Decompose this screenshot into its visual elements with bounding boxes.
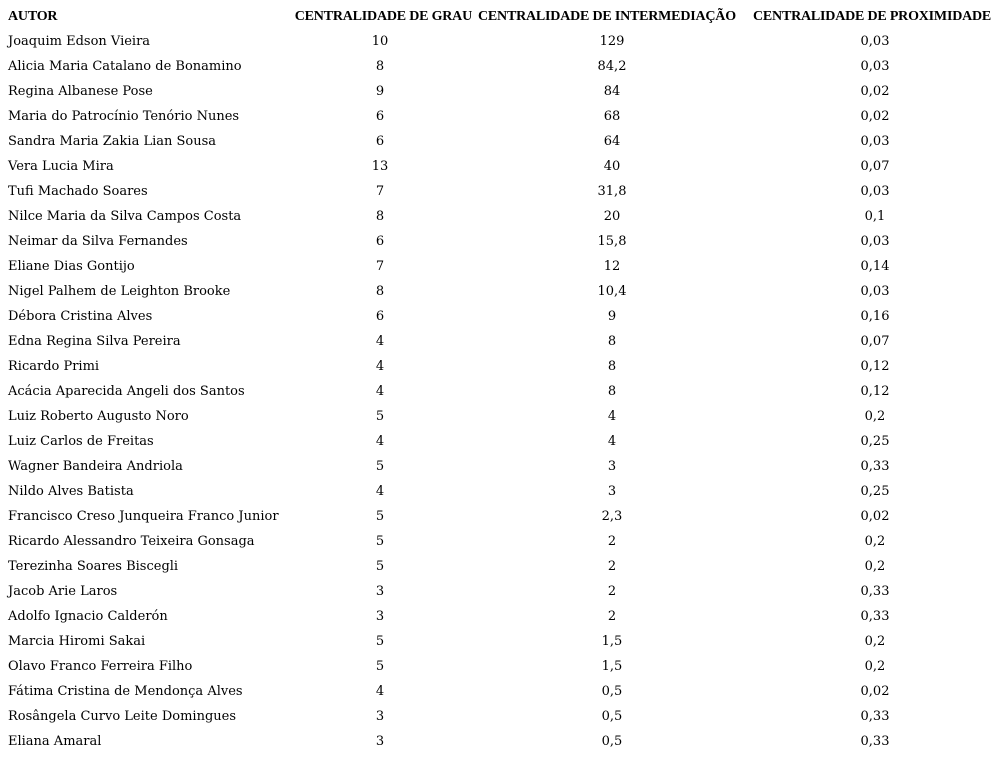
cell-autor: Vera Lucia Mira xyxy=(8,159,114,174)
cell-autor: Luiz Roberto Augusto Noro xyxy=(8,409,189,424)
cell-proximidade: 0,03 xyxy=(860,59,890,74)
header-row xyxy=(0,4,1006,29)
table-row xyxy=(0,529,1006,554)
header-centralidade-grau: CENTRALIDADE DE GRAU xyxy=(294,8,472,24)
cell-autor: Adolfo Ignacio Calderón xyxy=(8,609,168,624)
cell-intermediacao: 0,5 xyxy=(601,684,623,699)
cell-intermediacao: 4 xyxy=(607,409,617,424)
cell-grau: 5 xyxy=(375,559,385,574)
cell-autor: Joaquim Edson Vieira xyxy=(8,34,151,49)
cell-grau: 8 xyxy=(375,284,385,299)
cell-autor: Jacob Arie Laros xyxy=(8,584,118,599)
cell-intermediacao: 10,4 xyxy=(597,284,627,299)
cell-intermediacao: 40 xyxy=(603,159,621,174)
cell-proximidade: 0,33 xyxy=(860,734,890,749)
cell-grau: 8 xyxy=(375,209,385,224)
cell-proximidade: 0,02 xyxy=(860,684,890,699)
cell-proximidade: 0,16 xyxy=(860,309,890,324)
cell-intermediacao: 84 xyxy=(603,84,621,99)
cell-autor: Wagner Bandeira Andriola xyxy=(8,459,183,474)
cell-intermediacao: 68 xyxy=(603,109,621,124)
table-row xyxy=(0,304,1006,329)
cell-proximidade: 0,2 xyxy=(864,559,886,574)
cell-proximidade: 0,33 xyxy=(860,609,890,624)
cell-proximidade: 0,33 xyxy=(860,459,890,474)
cell-proximidade: 0,03 xyxy=(860,234,890,249)
table-row xyxy=(0,504,1006,529)
table-row xyxy=(0,554,1006,579)
cell-grau: 10 xyxy=(371,34,389,49)
table-row xyxy=(0,379,1006,404)
cell-autor: Terezinha Soares Biscegli xyxy=(8,559,179,574)
cell-intermediacao: 15,8 xyxy=(597,234,627,249)
cell-grau: 5 xyxy=(375,459,385,474)
cell-intermediacao: 12 xyxy=(603,259,621,274)
cell-proximidade: 0,25 xyxy=(860,484,890,499)
cell-proximidade: 0,33 xyxy=(860,584,890,599)
table-row xyxy=(0,429,1006,454)
cell-grau: 5 xyxy=(375,409,385,424)
cell-autor: Nigel Palhem de Leighton Brooke xyxy=(8,284,231,299)
cell-grau: 4 xyxy=(375,434,385,449)
table-row xyxy=(0,354,1006,379)
cell-autor: Neimar da Silva Fernandes xyxy=(8,234,188,249)
cell-intermediacao: 0,5 xyxy=(601,709,623,724)
cell-intermediacao: 3 xyxy=(607,484,617,499)
cell-autor: Sandra Maria Zakia Lian Sousa xyxy=(8,134,217,149)
cell-proximidade: 0,02 xyxy=(860,84,890,99)
cell-grau: 6 xyxy=(375,134,385,149)
table-row xyxy=(0,654,1006,679)
cell-intermediacao: 3 xyxy=(607,459,617,474)
table-row xyxy=(0,629,1006,654)
table-row xyxy=(0,154,1006,179)
cell-grau: 6 xyxy=(375,309,385,324)
cell-grau: 3 xyxy=(375,709,385,724)
cell-autor: Maria do Patrocínio Tenório Nunes xyxy=(8,109,240,124)
cell-proximidade: 0,03 xyxy=(860,134,890,149)
cell-grau: 3 xyxy=(375,734,385,749)
cell-intermediacao: 2 xyxy=(607,534,617,549)
table-row xyxy=(0,79,1006,104)
cell-autor: Olavo Franco Ferreira Filho xyxy=(8,659,193,674)
cell-intermediacao: 84,2 xyxy=(597,59,627,74)
cell-autor: Ricardo Alessandro Teixeira Gonsaga xyxy=(8,534,255,549)
table-row xyxy=(0,729,1006,754)
cell-grau: 7 xyxy=(375,259,385,274)
table-row xyxy=(0,54,1006,79)
cell-autor: Regina Albanese Pose xyxy=(8,84,153,99)
cell-intermediacao: 0,5 xyxy=(601,734,623,749)
cell-proximidade: 0,2 xyxy=(864,534,886,549)
cell-grau: 8 xyxy=(375,59,385,74)
cell-autor: Nildo Alves Batista xyxy=(8,484,134,499)
table-row xyxy=(0,404,1006,429)
table-row xyxy=(0,254,1006,279)
header-centralidade-proximidade: CENTRALIDADE DE PROXIMIDADE xyxy=(753,8,992,24)
cell-intermediacao: 31,8 xyxy=(597,184,627,199)
table-row xyxy=(0,704,1006,729)
cell-intermediacao: 64 xyxy=(603,134,621,149)
cell-proximidade: 0,02 xyxy=(860,509,890,524)
cell-intermediacao: 129 xyxy=(599,34,625,49)
cell-grau: 9 xyxy=(375,84,385,99)
cell-intermediacao: 20 xyxy=(603,209,621,224)
cell-grau: 5 xyxy=(375,534,385,549)
cell-autor: Luiz Carlos de Freitas xyxy=(8,434,154,449)
cell-autor: Rosângela Curvo Leite Domingues xyxy=(8,709,237,724)
table-row xyxy=(0,679,1006,704)
cell-intermediacao: 1,5 xyxy=(601,634,623,649)
cell-autor: Tufi Machado Soares xyxy=(8,184,148,199)
cell-proximidade: 0,1 xyxy=(864,209,886,224)
cell-grau: 4 xyxy=(375,359,385,374)
cell-proximidade: 0,07 xyxy=(860,159,890,174)
cell-grau: 13 xyxy=(371,159,389,174)
cell-proximidade: 0,12 xyxy=(860,384,890,399)
cell-grau: 4 xyxy=(375,484,385,499)
table-row xyxy=(0,454,1006,479)
cell-proximidade: 0,07 xyxy=(860,334,890,349)
cell-autor: Edna Regina Silva Pereira xyxy=(8,334,181,349)
cell-autor: Fátima Cristina de Mendonça Alves xyxy=(8,684,243,699)
table-row xyxy=(0,204,1006,229)
table-row xyxy=(0,129,1006,154)
author-centrality-table xyxy=(0,4,1006,754)
cell-autor: Marcia Hiromi Sakai xyxy=(8,634,146,649)
cell-grau: 4 xyxy=(375,384,385,399)
cell-intermediacao: 8 xyxy=(607,359,617,374)
header-centralidade-intermediacao: CENTRALIDADE DE INTERMEDIAÇÃO xyxy=(478,8,736,24)
cell-autor: Nilce Maria da Silva Campos Costa xyxy=(8,209,242,224)
cell-proximidade: 0,03 xyxy=(860,184,890,199)
cell-grau: 5 xyxy=(375,659,385,674)
cell-autor: Alicia Maria Catalano de Bonamino xyxy=(8,59,242,74)
cell-intermediacao: 9 xyxy=(607,309,617,324)
table-row xyxy=(0,579,1006,604)
cell-proximidade: 0,03 xyxy=(860,284,890,299)
cell-proximidade: 0,03 xyxy=(860,34,890,49)
table-row xyxy=(0,29,1006,54)
cell-proximidade: 0,2 xyxy=(864,659,886,674)
table-header xyxy=(0,4,1006,29)
cell-proximidade: 0,2 xyxy=(864,409,886,424)
table-row xyxy=(0,479,1006,504)
cell-autor: Francisco Creso Junqueira Franco Junior xyxy=(8,509,279,524)
cell-grau: 3 xyxy=(375,584,385,599)
cell-intermediacao: 2 xyxy=(607,609,617,624)
cell-grau: 5 xyxy=(375,509,385,524)
cell-grau: 6 xyxy=(375,109,385,124)
cell-intermediacao: 4 xyxy=(607,434,617,449)
cell-grau: 7 xyxy=(375,184,385,199)
table-body xyxy=(0,29,1006,754)
cell-autor: Débora Cristina Alves xyxy=(8,309,153,324)
table-row xyxy=(0,604,1006,629)
cell-autor: Ricardo Primi xyxy=(8,359,100,374)
cell-proximidade: 0,14 xyxy=(860,259,890,274)
cell-intermediacao: 2 xyxy=(607,584,617,599)
cell-intermediacao: 2 xyxy=(607,559,617,574)
cell-proximidade: 0,12 xyxy=(860,359,890,374)
cell-autor: Acácia Aparecida Angeli dos Santos xyxy=(8,384,245,399)
header-autor: AUTOR xyxy=(8,8,58,24)
cell-intermediacao: 8 xyxy=(607,384,617,399)
cell-grau: 3 xyxy=(375,609,385,624)
cell-autor: Eliane Dias Gontijo xyxy=(8,259,135,274)
cell-intermediacao: 2,3 xyxy=(601,509,623,524)
cell-grau: 4 xyxy=(375,334,385,349)
cell-proximidade: 0,2 xyxy=(864,634,886,649)
cell-proximidade: 0,02 xyxy=(860,109,890,124)
cell-autor: Eliana Amaral xyxy=(8,734,102,749)
cell-grau: 4 xyxy=(375,684,385,699)
cell-intermediacao: 1,5 xyxy=(601,659,623,674)
cell-proximidade: 0,25 xyxy=(860,434,890,449)
cell-intermediacao: 8 xyxy=(607,334,617,349)
table-row xyxy=(0,179,1006,204)
table-row xyxy=(0,279,1006,304)
table-row xyxy=(0,329,1006,354)
table-row xyxy=(0,104,1006,129)
cell-grau: 6 xyxy=(375,234,385,249)
table-row xyxy=(0,229,1006,254)
cell-grau: 5 xyxy=(375,634,385,649)
cell-proximidade: 0,33 xyxy=(860,709,890,724)
